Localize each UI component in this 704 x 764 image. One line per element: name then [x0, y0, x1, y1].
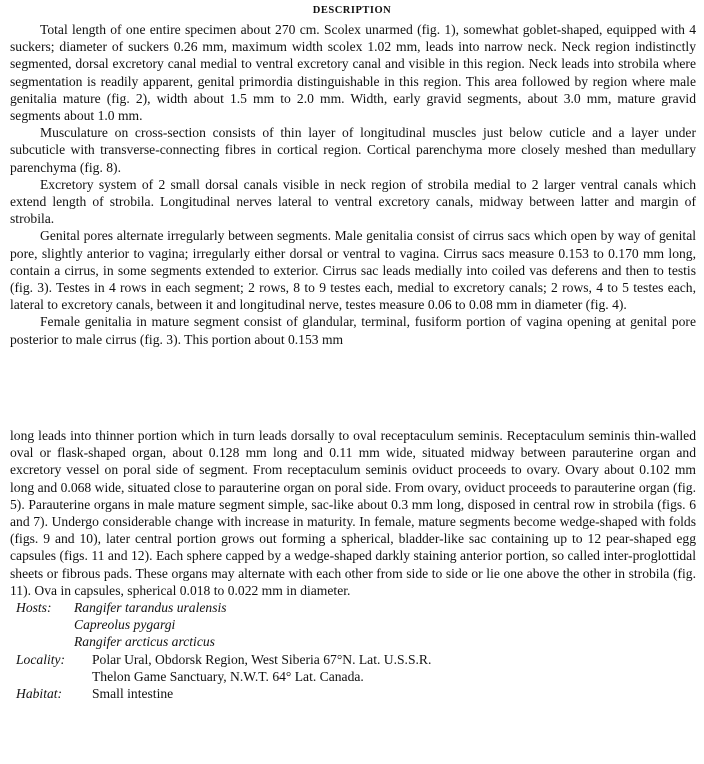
- habitat-value: Small intestine: [92, 686, 174, 702]
- locality-line-2: [10, 668, 696, 685]
- paragraph-female-genitalia: Female genitalia in mature segment consist of glandular, terminal, fusiform portion of vagina opening at genital pore posterior to male cirrus (fig. 3). This portion about 0.153 mm: [10, 314, 696, 347]
- description-column-bottom: [10, 427, 696, 702]
- hosts-label: Hosts:: [16, 600, 52, 616]
- host-species: Rangifer tarandus uralensis: [74, 600, 227, 616]
- hosts-line-1: [10, 599, 696, 616]
- paragraph-musculature: Musculature on cross-section consists of thin layer of longitudinal muscles just below cuticle and a layer under subcuticle with transverse-connecting fibres in cortical region. Cortical parenchyma more closely meshed than medullary parenchyma (fig. 8).: [10, 125, 696, 175]
- section-heading: DESCRIPTION: [312, 5, 392, 16]
- paragraph-excretory-system: Excretory system of 2 small dorsal canals visible in neck region of strobila medial to 2 larger ventral canals which extend length of strobila. Longitudinal nerves lateral to ventral excretory canals, midway between latter and margin of strobila.: [10, 176, 696, 227]
- hosts-line-2: [10, 616, 696, 633]
- habitat-label: Habitat:: [16, 686, 63, 702]
- paragraph-overview: Total length of one entire specimen about 270 cm. Scolex unarmed (fig. 1), somewhat goblet-shaped, equipped with 4 suckers; diameter of suckers 0.26 mm, maximum width scolex 1.02 mm, leads into narrow neck. Neck region indistinctly segmented, dorsal excretory canal medial to ventral excretory canal and visible in this region. Neck leads into strobila where segmentation is readily apparent, genital primordia distinguishable in this region. This area followed by region where male genitalia mature (fig. 2), width about 1.5 mm to 2.0 mm. Width, early gravid segments, about 3.0 mm, mature gravid segments about 1.0 mm.: [10, 22, 696, 124]
- hosts-line-3: [10, 633, 696, 650]
- host-species: Rangifer arcticus arcticus: [74, 634, 215, 650]
- locality-line-1: [10, 651, 696, 668]
- habitat-line: [10, 685, 696, 702]
- paragraph-continuation: long leads into thinner portion which in turn leads dorsally to oval receptaculum seminis. Receptaculum seminis thin-walled oval or flask-shaped organ, about 0.128 mm long and 0.11 mm wide, situated midway between parauterine organ and excretory vessel on poral side of segment. From receptaculum seminis oviduct proceeds to ovary. Ovary about 0.102 mm long and 0.068 wide, situated close to parauterine organ on poral side. From ovary, oviduct proceeds to parauterine organ (fig. 5). Parauterine organs in male mature segment simple, sac-like about 0.3 mm long, disposed in central row in strobila (figs. 6 and 7). Undergo considerable change with increase in maturity. In female, mature segments become wedge-shaped with folds (figs. 9 and 10), later central portion grows out forming a spherical, bladder-like sac containing up to 12 pear-shaped egg capsules (figs. 11 and 12). Each sphere capped by a wedge-shaped darkly staining anterior portion, so called inter-proglottidal sheets or fibrous pads. These organs may alternate with each other from side to side or lie one above the other in strobila (fig. 11). Ova in capsules, spherical 0.018 to 0.022 mm in diameter.: [10, 428, 696, 598]
- host-species: Capreolus pygargi: [74, 617, 176, 633]
- locality-value: Thelon Game Sanctuary, N.W.T. 64° Lat. Canada.: [92, 668, 364, 684]
- paragraph-male-genitalia: Genital pores alternate irregularly between segments. Male genitalia consist of cirrus sacs which open by way of genital pore, slightly anterior to vagina; irregularly either dorsal or ventral to vagina. Cirrus sacs measure 0.153 to 0.170 mm long, contain a cirrus, in some segments extended to exterior. Cirrus sac leads medially into coiled vas deferens and then to testis (fig. 3). Testes in 4 rows in each segment; 2 rows, 8 to 9 testes each, medial to excretory canals; 2 rows, 4 to 5 testes each, lateral to excretory canals, between it and longitudinal nerve, testes measure 0.06 to 0.08 mm in diameter (fig. 4).: [10, 228, 696, 313]
- habitat-line-clipped: [10, 685, 696, 702]
- locality-label: Locality:: [16, 651, 66, 667]
- locality-value: Polar Ural, Obdorsk Region, West Siberia 67°N. Lat. U.S.S.R.: [92, 651, 432, 667]
- description-column-top: [10, 21, 696, 348]
